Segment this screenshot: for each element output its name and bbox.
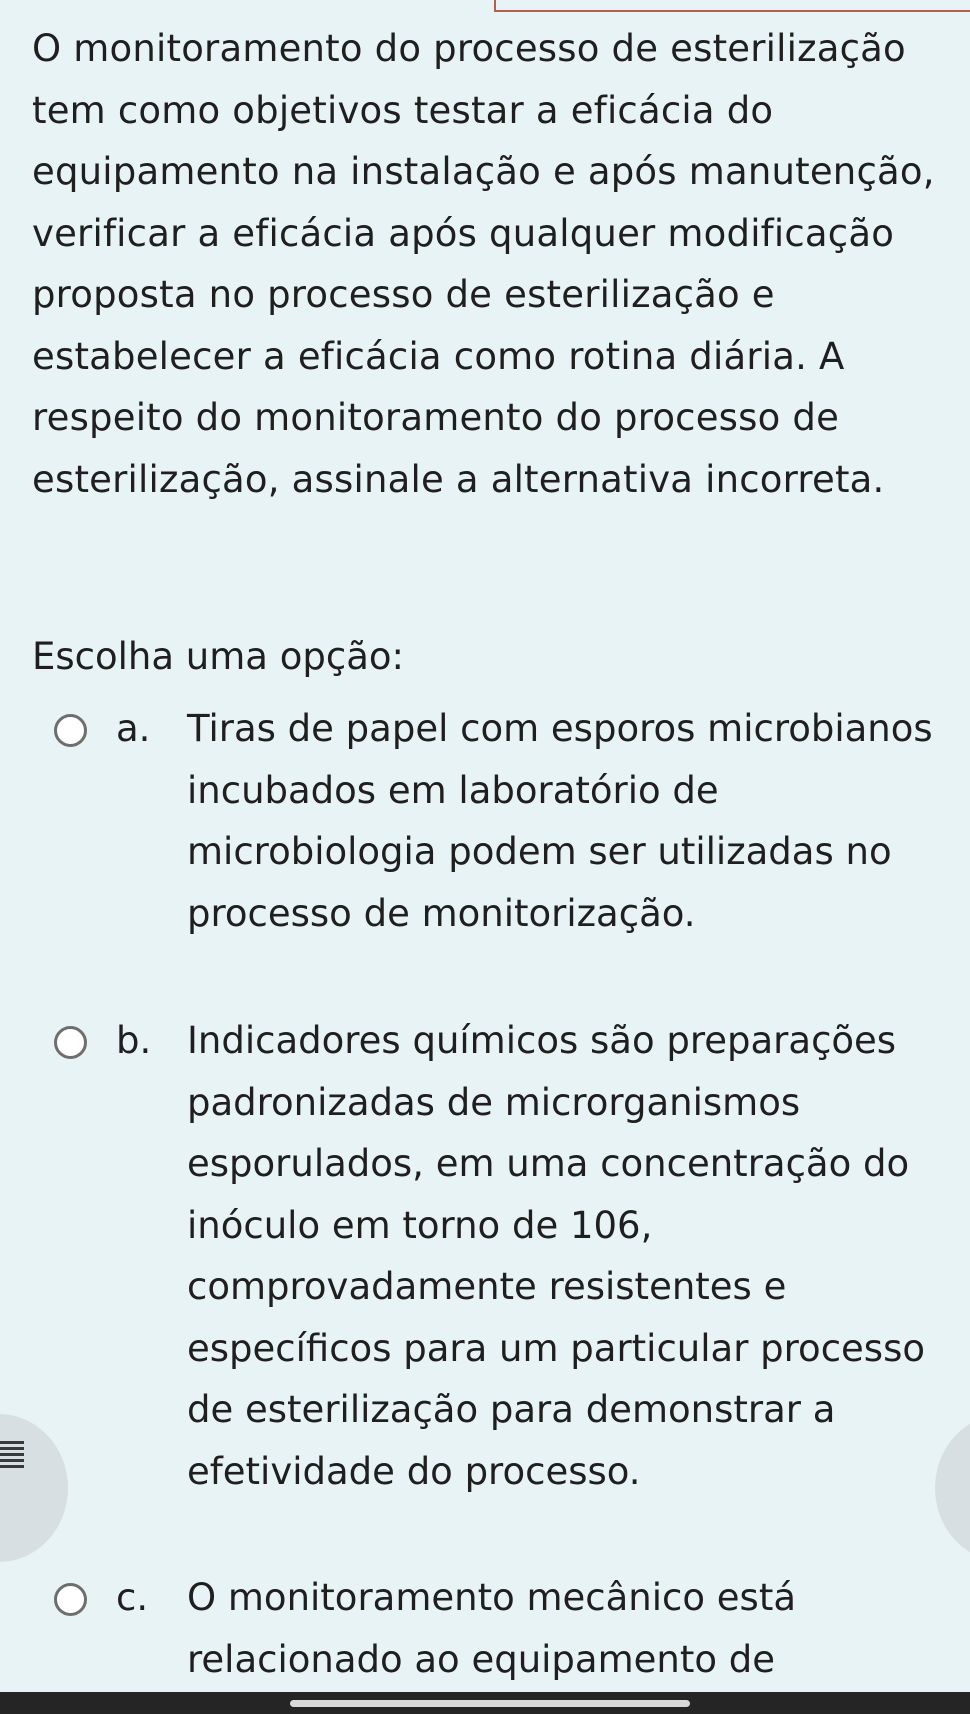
hamburger-icon[interactable] [0,1441,24,1471]
radio-option-a[interactable] [54,714,87,747]
radio-option-b[interactable] [54,1026,87,1059]
home-indicator[interactable] [290,1700,690,1707]
question-text: O monitoramento do processo de esterilização tem como objetivos testar a eficácia do equipamento na instalação e após manutenção, verificar a eficácia após qualquer modificação proposta no processo de esterilização e estabelecer a eficácia como rotina diária. A respeito do monitoramento do processo de esterilização, assinale a alternativa incorreta. [32,27,935,501]
option-b-text[interactable]: Indicadores químicos são preparações padronizadas de microrganismos esporulados, em uma concentração do inóculo em torno de 106, comprovadamente resistentes e específicos para um particular processo de esterilização para demonstrar a efetividade do processo. [187,1019,925,1493]
option-c-text[interactable]: O monitoramento mecânico está relacionado ao equipamento de [187,1576,797,1681]
option-a-text[interactable]: Tiras de papel com esporos microbianos incubados em laboratório de microbiologia podem ser utilizadas no processo de monitorização. [187,707,933,935]
system-nav-bar [0,1692,970,1714]
option-a-letter: a. [116,707,151,750]
radio-option-c[interactable] [54,1583,87,1616]
drawer-toggle-button[interactable] [0,1414,68,1562]
answer-prompt: Escolha uma opção: [32,635,404,678]
top-divider [494,0,970,12]
option-b-letter: b. [116,1019,152,1062]
option-c-letter: c. [116,1576,149,1619]
